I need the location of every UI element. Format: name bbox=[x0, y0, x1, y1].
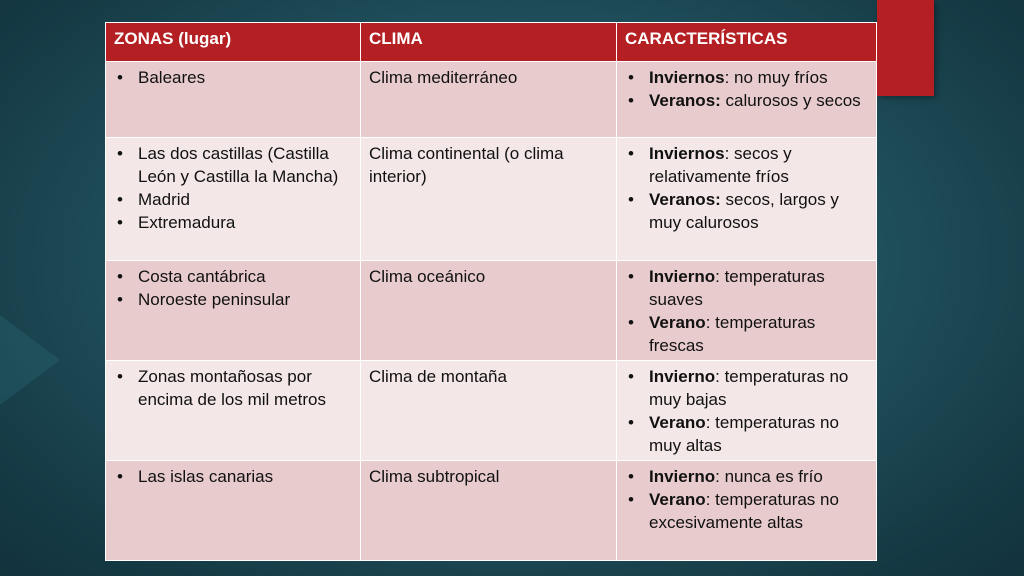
cell-zonas bbox=[106, 261, 361, 361]
cell-clima bbox=[361, 62, 617, 138]
zona-item: • Extremadura bbox=[114, 211, 354, 234]
zona-item: • Baleares bbox=[114, 66, 354, 89]
season-label: Veranos: bbox=[649, 91, 721, 110]
season-description: secos, largos y muy calurosos bbox=[649, 190, 839, 232]
zonas-list bbox=[114, 365, 354, 411]
caracteristica-item bbox=[625, 66, 870, 89]
clima-text: Clima continental (o clima interior) bbox=[369, 144, 564, 186]
table-row bbox=[106, 62, 877, 138]
header-caracteristicas: CARACTERÍSTICAS bbox=[617, 23, 877, 62]
caracteristica-item bbox=[625, 465, 870, 488]
season-label: Veranos: bbox=[649, 190, 721, 209]
caracteristicas-list bbox=[625, 66, 870, 112]
table-header-row bbox=[106, 23, 877, 62]
season-description: calurosos y secos bbox=[720, 91, 861, 110]
caracteristica-item bbox=[625, 265, 870, 311]
cell-caracteristicas bbox=[617, 138, 877, 261]
cell-zonas bbox=[106, 62, 361, 138]
zonas-list bbox=[114, 265, 354, 311]
season-label: Inviernos bbox=[649, 144, 725, 163]
season-description: : nunca es frío bbox=[715, 467, 823, 486]
season-description: : secos y relativamente fríos bbox=[649, 144, 792, 186]
zonas-list bbox=[114, 142, 354, 234]
cell-clima bbox=[361, 261, 617, 361]
season-label: Verano bbox=[649, 413, 706, 432]
season-description: : no muy fríos bbox=[724, 68, 828, 87]
season-description: : temperaturas no excesivamente altas bbox=[649, 490, 839, 532]
table-row bbox=[106, 461, 877, 561]
caracteristica-item bbox=[625, 89, 870, 112]
zona-item: • Noroeste peninsular bbox=[114, 288, 354, 311]
caracteristica-item bbox=[625, 142, 870, 188]
season-label: Inviernos bbox=[649, 68, 725, 87]
caracteristica-item bbox=[625, 411, 870, 457]
clima-text: Clima subtropical bbox=[369, 467, 500, 486]
caracteristica-item bbox=[625, 488, 870, 534]
caracteristicas-list bbox=[625, 365, 870, 457]
zona-item: • Costa cantábrica bbox=[114, 265, 354, 288]
caracteristicas-list bbox=[625, 465, 870, 534]
season-label: Invierno bbox=[649, 367, 716, 386]
clima-text: Clima de montaña bbox=[369, 367, 507, 386]
season-label: Verano bbox=[649, 490, 706, 509]
zona-item: • Las dos castillas (Castilla León y Castilla la Mancha) bbox=[114, 142, 354, 188]
cell-zonas bbox=[106, 461, 361, 561]
zona-item: • Las islas canarias bbox=[114, 465, 354, 488]
caracteristicas-list bbox=[625, 142, 870, 234]
caracteristica-item bbox=[625, 188, 870, 234]
zonas-list bbox=[114, 465, 354, 488]
caracteristica-item bbox=[625, 311, 870, 357]
header-clima: CLIMA bbox=[361, 23, 617, 62]
cell-caracteristicas bbox=[617, 62, 877, 138]
caracteristicas-list bbox=[625, 265, 870, 357]
clima-text: Clima mediterráneo bbox=[369, 68, 518, 87]
table-row bbox=[106, 361, 877, 461]
zonas-list bbox=[114, 66, 354, 89]
zona-item: • Zonas montañosas por encima de los mil metros bbox=[114, 365, 354, 411]
season-label: Verano bbox=[649, 313, 706, 332]
cell-zonas bbox=[106, 361, 361, 461]
season-description: : temperaturas suaves bbox=[649, 267, 825, 309]
zona-item: • Madrid bbox=[114, 188, 354, 211]
cell-clima bbox=[361, 361, 617, 461]
table-row bbox=[106, 138, 877, 261]
cell-caracteristicas bbox=[617, 261, 877, 361]
season-label: Invierno bbox=[649, 267, 716, 286]
cell-zonas bbox=[106, 138, 361, 261]
season-description: : temperaturas no muy bajas bbox=[649, 367, 849, 409]
cell-clima bbox=[361, 138, 617, 261]
season-description: : temperaturas no muy altas bbox=[649, 413, 839, 455]
table-body bbox=[106, 62, 877, 561]
cell-caracteristicas bbox=[617, 361, 877, 461]
red-accent-tab bbox=[877, 0, 934, 96]
table-row bbox=[106, 261, 877, 361]
caracteristica-item bbox=[625, 365, 870, 411]
climate-zones-table bbox=[105, 22, 877, 561]
header-zonas: ZONAS (lugar) bbox=[106, 23, 361, 62]
season-description: : temperaturas frescas bbox=[649, 313, 816, 355]
cell-caracteristicas bbox=[617, 461, 877, 561]
season-label: Invierno bbox=[649, 467, 716, 486]
cell-clima bbox=[361, 461, 617, 561]
clima-text: Clima oceánico bbox=[369, 267, 486, 286]
